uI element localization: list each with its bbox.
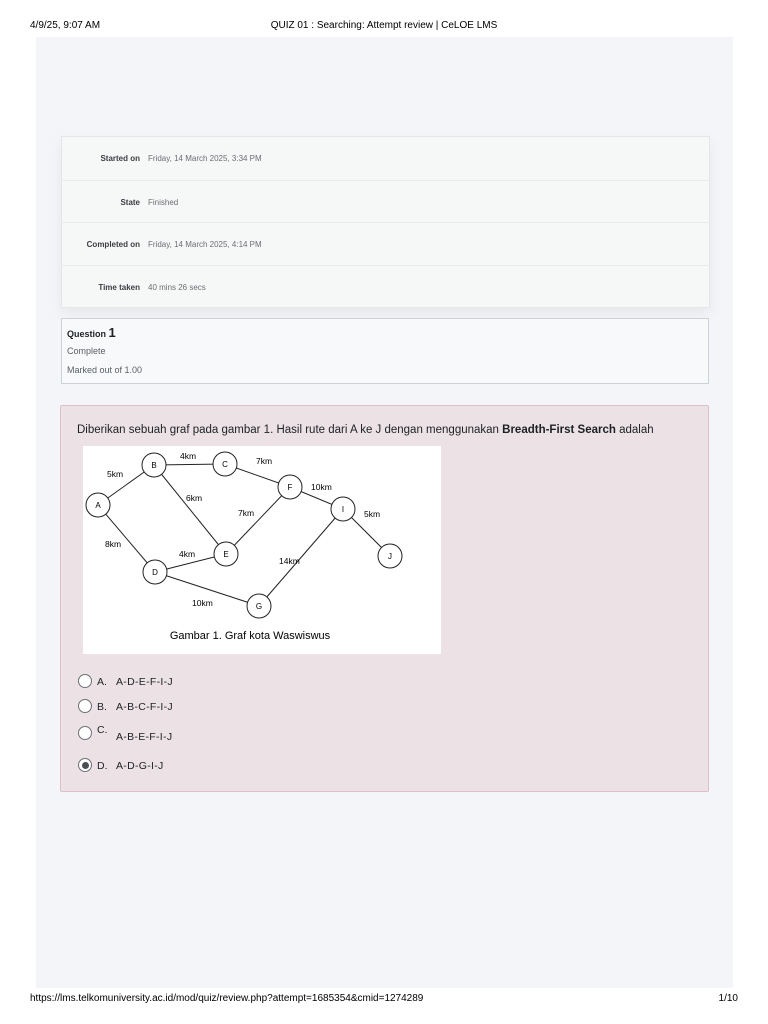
summary-value: Friday, 14 March 2025, 3:34 PM [148,154,262,163]
summary-row-state [62,180,709,223]
answer-text: A-D-G-I-J [116,760,164,772]
summary-label: Completed on [86,240,140,249]
node-label-F: F [287,483,293,492]
answer-letter: A. [97,676,107,688]
summary-label: Time taken [98,282,140,292]
summary-row-time-taken [62,265,709,308]
radio-button[interactable] [78,726,92,740]
radio-button-selected[interactable] [78,758,92,772]
edge-label-A-D: 8km [105,539,122,549]
question-state: Complete [67,346,106,356]
question-formulation [60,405,709,792]
edge-label-B-C: 4km [180,451,197,461]
question-text-bold: Breadth-First Search [502,424,616,436]
question-text-before: Diberikan sebuah graf pada gambar 1. Hasil rute dari A ke J dengan menggunakan [77,424,503,436]
node-label-J: J [388,552,392,561]
attempt-summary-table [61,136,710,308]
summary-value: Finished [148,197,179,207]
edge-F-E [226,487,290,554]
answer-letter: B. [97,701,107,713]
question-title [67,325,116,340]
answer-text: A-B-C-F-I-J [116,701,173,713]
question-grade: Marked out of 1.00 [67,365,143,375]
node-label-C: C [222,460,228,469]
node-label-I: I [341,505,345,514]
summary-label: Started on [100,154,140,163]
node-label-B: B [151,461,157,470]
edge-label-F-E: 7km [238,508,255,518]
node-label-G: G [255,602,263,611]
question-text [77,424,654,436]
radio-selected-dot [82,762,89,769]
print-url: https://lms.telkomuniversity.ac.id/mod/quiz/review.php?attempt=1685354&cmid=1274289 [30,993,424,1004]
print-page-title: QUIZ 01 : Searching: Attempt review | CeLOE LMS [270,20,498,31]
answer-option-c[interactable] [78,724,378,744]
question-info-box [61,318,709,384]
edge-label-C-F: 7km [256,456,273,466]
edge-B-E [154,465,226,554]
summary-value: 40 mins 26 secs [148,282,206,292]
question-text-after: adalah [615,424,654,436]
graph-figure [83,446,441,654]
answer-text: A-D-E-F-I-J [116,676,173,688]
answer-option-a[interactable] [78,672,378,692]
question-number: 1 [108,325,116,340]
edge-label-D-E: 4km [179,549,196,559]
answer-letter: C. [97,724,108,736]
summary-label: State [120,197,140,207]
radio-button[interactable] [78,699,92,713]
radio-button[interactable] [78,674,92,688]
edge-label-F-I: 10km [311,482,332,492]
answer-option-b[interactable] [78,697,378,717]
answer-text: A-B-E-F-I-J [116,731,173,743]
edge-label-A-B: 5km [107,469,124,479]
edge-I-G [259,509,343,606]
graph-caption: Gambar 1. Graf kota Waswiswus [169,630,331,642]
edge-label-I-G: 14km [279,556,300,566]
node-label-A: A [95,501,101,510]
summary-row-started [62,137,709,180]
question-title-prefix: Question [67,329,107,339]
edge-label-B-E: 6km [186,493,203,503]
edge-label-I-J: 5km [364,509,381,519]
edge-label-D-G: 10km [192,598,213,608]
node-label-E: E [223,550,229,559]
graph-svg [83,446,441,654]
print-datetime: 4/9/25, 9:07 AM [30,20,101,31]
answer-option-d[interactable] [78,756,378,776]
summary-row-completed [62,222,709,265]
answer-letter: D. [97,760,108,772]
print-page-number: 1/10 [718,993,738,1004]
summary-value: Friday, 14 March 2025, 4:14 PM [148,240,262,249]
print-header [0,0,768,34]
node-label-D: D [152,568,158,577]
